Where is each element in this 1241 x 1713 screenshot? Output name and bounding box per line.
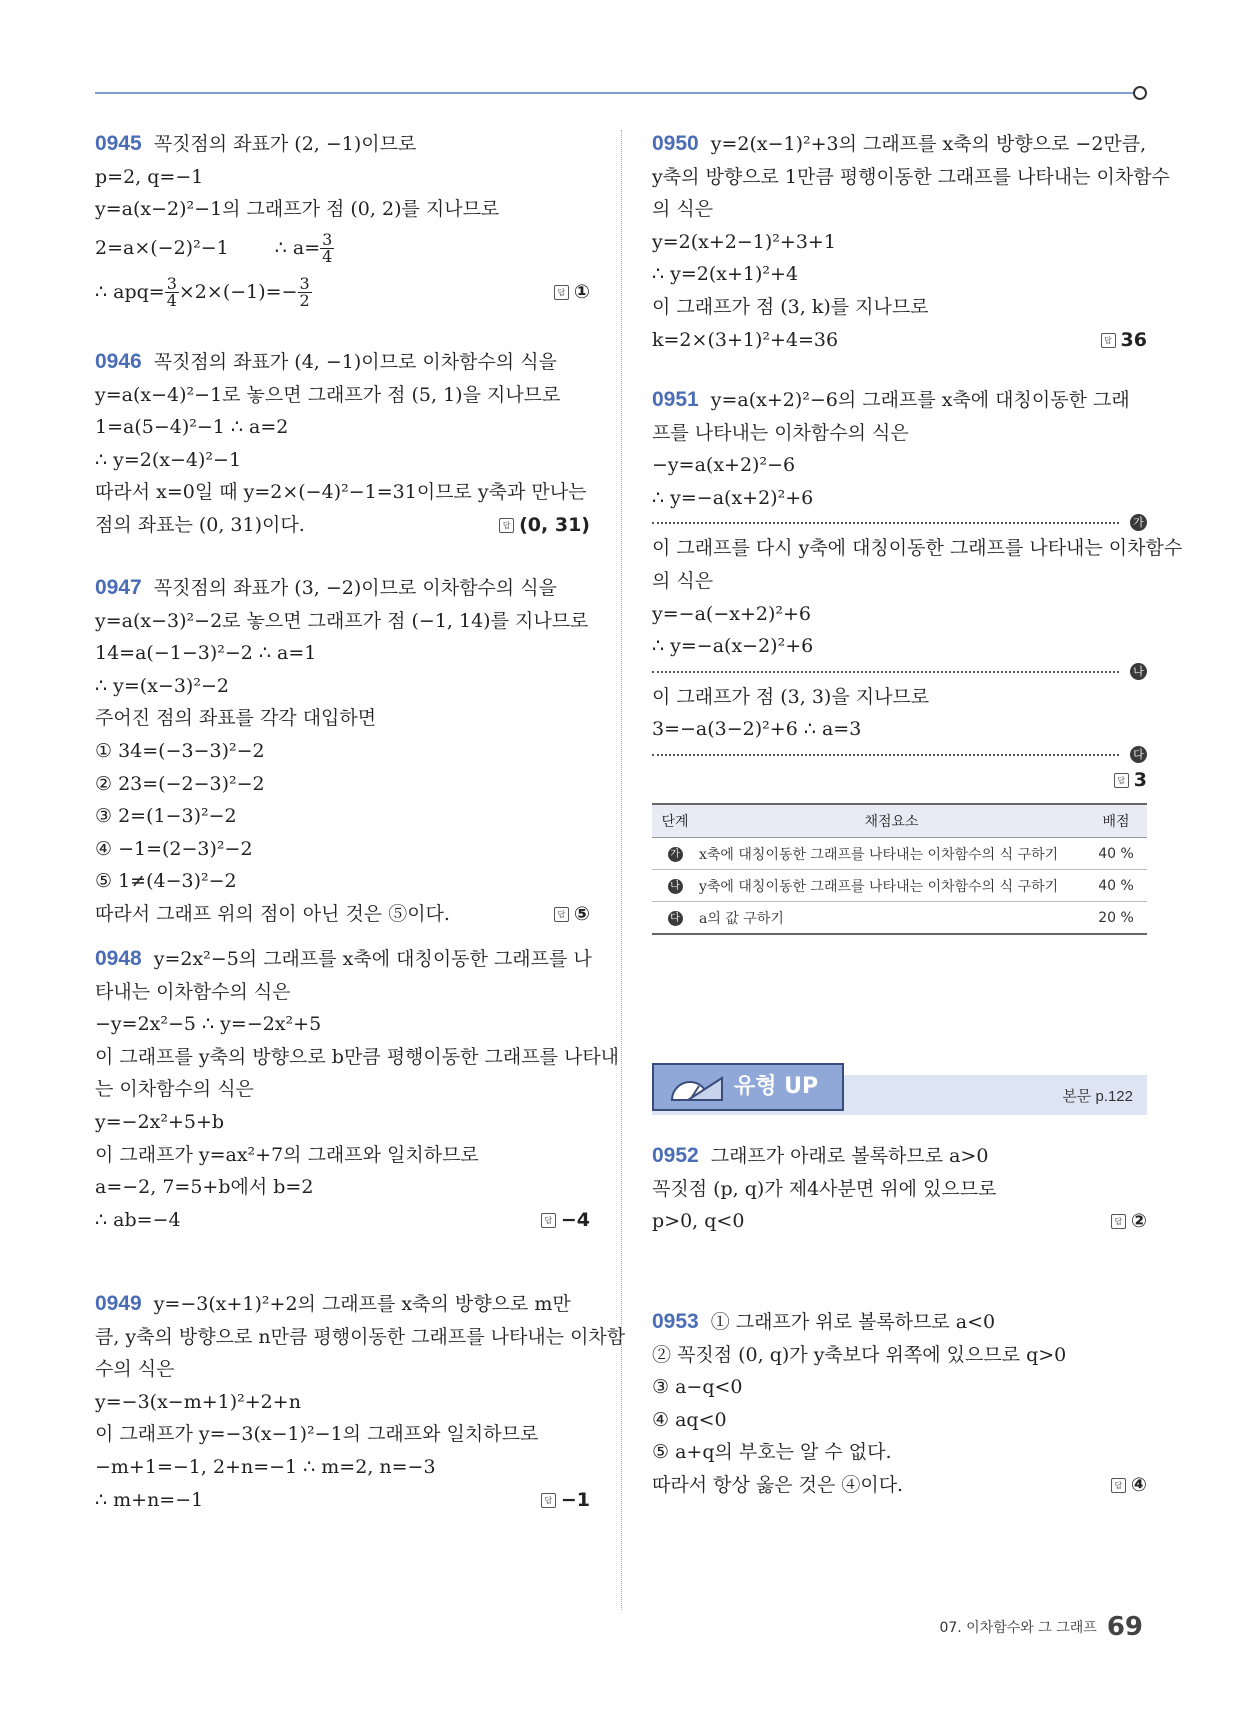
problem-0953 [652,1306,1147,1502]
solution-text: 따라서 항상 옳은 것은 ④이다. [652,1473,904,1496]
solution-line: y=2(x+2−1)²+3+1 [652,230,836,253]
column-divider [621,130,622,1610]
answer-mark-icon: 답 [554,907,569,922]
problem-number: 0947 [95,576,142,599]
solution-line: y축의 방향으로 1만큼 평행이동한 그래프를 나타내는 이차함수 [652,165,1170,188]
type-up-label: 유형 UP [734,1074,819,1099]
solution-line: ③ 2=(1−3)²−2 [95,805,237,828]
column-header: 채점요소 [698,804,1085,838]
fraction: $\frac{3}{4}$ [322,230,333,267]
solution-line: ∴ y=(x−3)²−2 [95,674,229,697]
solution-line: y=2(x−1)²+3의 그래프를 x축의 방향으로 −2만큼, [710,133,1147,155]
scoring-table [652,803,1147,935]
solution-line [652,764,1147,797]
solution-line: ③ a−q<0 [652,1376,743,1399]
solution-line: y=a(x−2)²−1의 그래프가 점 (0, 2)를 지나므로 [95,198,500,221]
page-reference: 본문 p.122 [1062,1088,1133,1105]
step-divider [652,663,1147,681]
type-up-badge [652,1063,844,1111]
step-divider [652,746,1147,764]
solution-line: ∴ y=−a(x−2)²+6 [652,635,814,658]
solution-line: 이 그래프를 y축의 방향으로 b만큼 평행이동한 그래프를 나타내 [95,1045,620,1068]
solution-line: 수의 식은 [95,1358,175,1381]
solution-line: ④ −1=(2−3)²−2 [95,837,253,860]
solution-line [95,1484,590,1517]
problem-number: 0945 [95,132,142,155]
equation-text: ∴ a= [274,236,321,259]
solution-line: 꼭짓점의 좌표가 (2, −1)이므로 [153,133,417,155]
problem-0951 [652,384,1183,797]
solution-line: −y=a(x+2)²−6 [652,454,796,477]
solution-line: y=−3(x+1)²+2의 그래프를 x축의 방향으로 m만 [153,1293,571,1315]
solution-line [95,898,590,931]
solution-line: 꼭짓점 (p, q)가 제4사분면 위에 있으므로 [652,1177,997,1200]
solution-line: 주어진 점의 좌표를 각각 대입하면 [95,707,377,730]
solution-line: 이 그래프를 다시 y축에 대칭이동한 그래프를 나타내는 이차함수 [652,537,1183,560]
solution-line: 14=a(−1−3)²−2 ∴ a=1 [95,642,317,665]
solution-line: 그래프가 아래로 볼록하므로 a>0 [710,1145,989,1167]
solution-text: p>0, q<0 [652,1210,745,1233]
answer-mark-icon: 답 [554,285,569,300]
solution-line: 3=−a(3−2)²+6 ∴ a=3 [652,718,862,741]
solution-text: 따라서 그래프 위의 점이 아닌 것은 ⑤이다. [95,902,450,925]
answer: 답 ④ [1111,1469,1147,1502]
step-3-icon: 다 [1130,746,1147,763]
solution-text: ∴ m+n=−1 [95,1488,204,1511]
table-cell: y축에 대칭이동한 그래프를 나타내는 이차함수의 식 구하기 [698,870,1085,902]
ruler-protractor-icon [666,1070,726,1104]
solution-line: ① 그래프가 위로 볼록하므로 a<0 [710,1311,996,1333]
answer: 답 3 [1114,764,1147,797]
solution-line: 는 이차함수의 식은 [95,1078,254,1101]
solution-line: 꼭짓점의 좌표가 (3, −2)이므로 이차함수의 식을 [153,577,557,599]
solution-text: k=2×(3+1)²+4=36 [652,328,839,351]
solution-line: 이 그래프가 점 (3, 3)을 지나므로 [652,685,930,708]
column-header: 단계 [652,804,698,838]
solution-line: y=a(x−3)²−2로 놓으면 그래프가 점 (−1, 14)를 지나므로 [95,609,589,632]
answer: 답 36 [1101,324,1147,357]
problem-0952 [652,1140,1147,1238]
answer: 답 ① [554,270,590,314]
step-1-icon: 가 [668,847,683,862]
solution-line: 의 식은 [652,198,714,221]
solution-line: 꼭짓점의 좌표가 (4, −1)이므로 이차함수의 식을 [153,351,557,373]
solution-line: a=−2, 7=5+b에서 b=2 [95,1176,314,1199]
solution-line: p=2, q=−1 [95,165,204,188]
table-row [652,838,1147,870]
solution-line: y=a(x+2)²−6의 그래프를 x축에 대칭이동한 그래 [710,389,1130,411]
answer: 답 (0, 31) [499,509,590,542]
column-header: 배점 [1085,804,1147,838]
solution-line: 이 그래프가 y=−3(x−1)²−1의 그래프와 일치하므로 [95,1423,539,1446]
problem-0949 [95,1288,626,1516]
type-up-banner [652,1063,1147,1115]
header-rule-dot [1133,86,1147,100]
problem-number: 0950 [652,132,699,155]
problem-number: 0952 [652,1144,699,1167]
table-cell: a의 값 구하기 [698,902,1085,935]
solution-line: y=−a(−x+2)²+6 [652,602,811,625]
answer-mark-icon: 답 [1111,1478,1126,1493]
solution-text: ∴ ab=−4 [95,1208,181,1231]
step-divider [652,514,1147,532]
problem-0950 [652,128,1170,356]
answer-mark-icon: 답 [541,1493,556,1508]
answer-mark-icon: 답 [1111,1214,1126,1229]
solution-line: 이 그래프가 y=ax²+7의 그래프와 일치하므로 [95,1143,479,1166]
problem-number: 0951 [652,388,699,411]
solution-line: 이 그래프가 점 (3, k)를 지나므로 [652,295,929,318]
answer: 답 −1 [541,1484,590,1517]
solution-line: y=−3(x−m+1)²+2+n [95,1390,301,1413]
table-cell: 40 % [1085,870,1147,902]
solution-line: y=−2x²+5+b [95,1110,225,1133]
fraction: $\frac{3}{2}$ [299,274,310,311]
problem-number: 0948 [95,947,142,970]
solution-line [652,1469,1147,1502]
solution-line: 타내는 이차함수의 식은 [95,980,291,1003]
solution-line: ① 34=(−3−3)²−2 [95,739,265,762]
table-row [652,902,1147,935]
problem-number: 0953 [652,1310,699,1333]
problem-0947 [95,572,590,931]
solution-line: ④ aq<0 [652,1408,727,1431]
solution-line: 프를 나타내는 이차함수의 식은 [652,421,909,444]
problem-number: 0949 [95,1292,142,1315]
solution-line [95,270,590,314]
solution-line [95,509,590,542]
solution-line: y=a(x−4)²−1로 놓으면 그래프가 점 (5, 1)을 지나므로 [95,383,561,406]
table-row [652,870,1147,902]
problem-0945 [95,128,590,314]
solution-line: 큼, y축의 방향으로 n만큼 평행이동한 그래프를 나타내는 이차함 [95,1325,626,1348]
solution-line: 1=a(5−4)²−1 ∴ a=2 [95,416,289,439]
solution-line: ② 꼭짓점 (0, q)가 y축보다 위쪽에 있으므로 q>0 [652,1343,1067,1366]
solution-line: 따라서 x=0일 때 y=2×(−4)²−1=31이므로 y축과 만나는 [95,481,587,504]
answer-mark-icon: 답 [499,518,514,533]
step-2-icon: 나 [668,879,683,894]
step-2-icon: 나 [1130,663,1147,680]
solution-line [652,1205,1147,1238]
answer-mark-icon: 답 [1101,333,1116,348]
answer: 답 ⑤ [554,898,590,931]
problem-number: 0946 [95,350,142,373]
header-rule [95,92,1143,94]
solution-line: ∴ y=2(x+1)²+4 [652,263,799,286]
step-1-icon: 가 [1130,514,1147,531]
fraction: $\frac{3}{4}$ [166,274,177,311]
table-cell: x축에 대칭이동한 그래프를 나타내는 이차함수의 식 구하기 [698,838,1085,870]
solution-line: ∴ y=2(x−4)²−1 [95,448,242,471]
equation-text: ×2×(−1)=− [178,280,298,303]
page-number: 69 [1106,1612,1143,1642]
problem-0948 [95,943,620,1236]
solution-line [95,226,590,270]
answer-mark-icon: 답 [541,1213,556,1228]
solution-line: ∴ y=−a(x+2)²+6 [652,486,814,509]
table-cell: 40 % [1085,838,1147,870]
solution-line: −m+1=−1, 2+n=−1 ∴ m=2, n=−3 [95,1455,436,1478]
answer: 답 −4 [541,1204,590,1237]
answer: 답 ② [1111,1205,1147,1238]
chapter-title: 07. 이차함수와 그 그래프 [939,1620,1097,1636]
page-footer [939,1612,1143,1642]
equation-text: ∴ apq= [95,280,165,303]
solution-line: 의 식은 [652,569,714,592]
equation-text: 2=a×(−2)²−1 [95,236,229,259]
solution-line: ⑤ a+q의 부호는 알 수 없다. [652,1441,892,1464]
answer-mark-icon: 답 [1114,773,1129,788]
problem-0946 [95,346,590,542]
table-cell: 20 % [1085,902,1147,935]
solution-line: −y=2x²−5 ∴ y=−2x²+5 [95,1013,322,1036]
solution-line: ② 23=(−2−3)²−2 [95,772,265,795]
step-3-icon: 다 [668,911,683,926]
table-header-row [652,804,1147,838]
solution-line [95,1204,590,1237]
solution-line [652,324,1147,357]
solution-line: y=2x²−5의 그래프를 x축에 대칭이동한 그래프를 나 [153,948,592,970]
solution-text: 점의 좌표는 (0, 31)이다. [95,513,305,536]
solution-line: ⑤ 1≠(4−3)²−2 [95,870,237,893]
